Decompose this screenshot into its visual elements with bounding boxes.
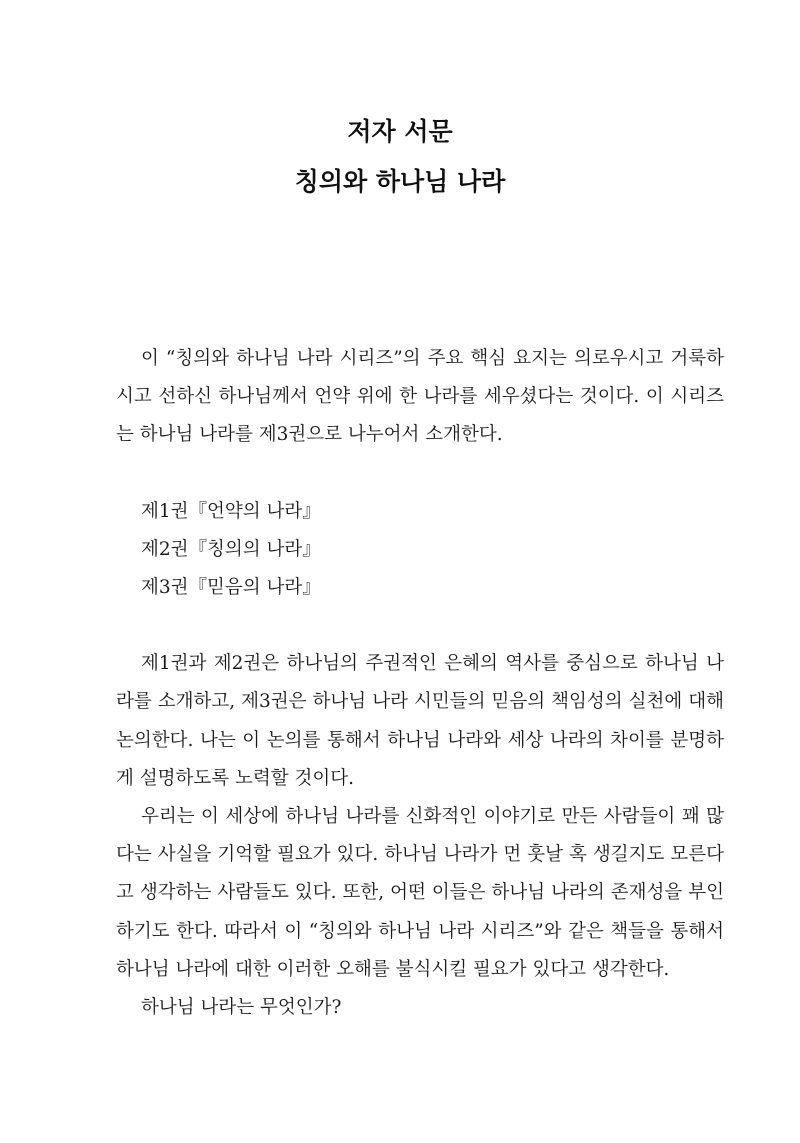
heading-line-1: 저자 서문 — [347, 117, 453, 146]
paragraph-volumes-description: 제1권과 제2권은 하나님의 주권적인 은혜의 역사를 중심으로 하나님 나라를 소개하고, 제3권은 하나님 나라 시민들의 믿음의 책임성의 실천에 대해 논의한다. 나는 이 논의를 통해서 하나님 나라와 세상 나라의 차이를 분명하게 설명하도록 노력할 것이다. — [116, 653, 724, 789]
paragraph-question: 하나님 나라는 무엇인가? — [140, 997, 342, 1019]
preface-body — [116, 340, 724, 1027]
spacer — [116, 607, 724, 645]
paragraph-intro: 이 “칭의와 하나님 나라 시리즈”의 주요 핵심 요지는 의로우시고 거룩하시고 선하신 하나님께서 언약 위에 한 나라를 세우셨다는 것이다. 이 시리즈는 하나님 나라를 제3권으로 나누어서 소개한다. — [116, 348, 724, 446]
volume-1: 제1권『언약의 나라』 — [140, 500, 321, 522]
paragraph-misunderstandings: 우리는 이 세상에 하나님 나라를 신화적인 이야기로 만든 사람들이 꽤 많다는 사실을 기억할 필요가 있다. 하나님 나라가 먼 훗날 혹 생길지도 모른다고 생각하는 사람들도 있다. 또한, 어떤 이들은 하나님 나라의 존재성을 부인하기도 한다. 따라서 이 “칭의와 하나님 나라 시리즈”와 같은 책들을 통해서 하나님 나라에 대한 이러한 오해를 불식시킬 필요가 있다고 생각한다. — [116, 806, 724, 980]
spacer — [116, 455, 724, 493]
heading-line-2: 칭의와 하나님 나라 — [294, 167, 506, 196]
volume-2: 제2권『칭의의 나라』 — [140, 538, 321, 560]
volume-3: 제3권『믿음의 나라』 — [140, 577, 321, 599]
